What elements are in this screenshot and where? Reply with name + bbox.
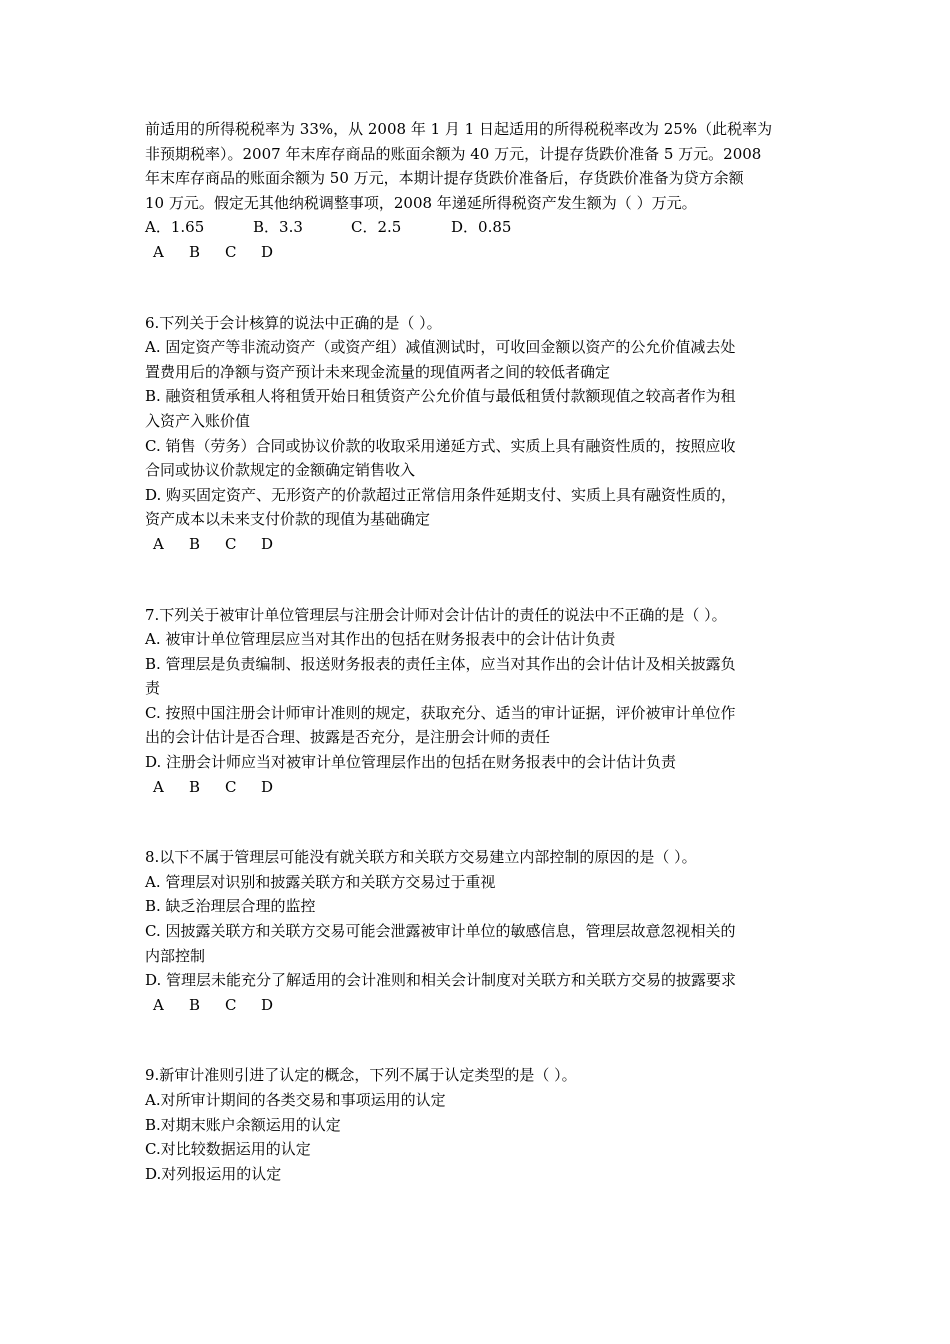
option-line: B. 缺乏治理层合理的监控 [145, 897, 316, 916]
question-stem: 6.下列关于会计核算的说法中正确的是（ ）。 [145, 313, 442, 332]
answer-choice-c[interactable]: C [225, 242, 237, 261]
option-line: A. 管理层对识别和披露关联方和关联方交易过于重视 [145, 872, 496, 891]
option-line: C.对比较数据运用的认定 [145, 1140, 311, 1159]
answer-choice-a[interactable]: A [153, 777, 164, 796]
option-line: 责 [145, 679, 161, 698]
answer-choice-b[interactable]: B [189, 995, 201, 1014]
option-b: B．3.3 [253, 218, 303, 237]
option-line: C. 因披露关联方和关联方交易可能会泄露被审计单位的敏感信息，管理层故意忽视相关的 [145, 922, 736, 941]
question-8 [145, 845, 810, 1017]
question-stem-line: 10 万元。假定无其他纳税调整事项，2008 年递延所得税资产发生额为（ ）万元。 [145, 193, 697, 212]
answer-choice-b[interactable]: B [189, 534, 201, 553]
option-line: D.对列报运用的认定 [145, 1164, 282, 1183]
answer-choice-b[interactable]: B [189, 777, 201, 796]
option-line: D. 注册会计师应当对被审计单位管理层作出的包括在财务报表中的会计估计负责 [145, 753, 677, 772]
answer-choices [145, 775, 810, 800]
option-line: D. 购买固定资产、无形资产的价款超过正常信用条件延期支付、实质上具有融资性质的， [145, 485, 737, 504]
question-options [145, 215, 810, 240]
option-line: A. 固定资产等非流动资产（或资产组）减值测试时，可收回金额以资产的公允价值减去处 [145, 338, 736, 357]
option-line: A. 被审计单位管理层应当对其作出的包括在财务报表中的会计估计负责 [145, 630, 616, 649]
option-line: C. 按照中国注册会计师审计准则的规定，获取充分、适当的审计证据，评价被审计单位作 [145, 703, 736, 722]
answer-choice-a[interactable]: A [153, 534, 164, 553]
question-spacer [145, 1017, 810, 1063]
answer-choices [145, 240, 810, 265]
answer-choice-d[interactable]: D [261, 995, 274, 1014]
question-stem: 9.新审计准则引进了认定的概念，下列不属于认定类型的是（ ）。 [145, 1066, 577, 1085]
option-c: C．2.5 [351, 218, 402, 237]
option-line: A.对所审计期间的各类交易和事项运用的认定 [145, 1091, 446, 1109]
answer-choice-d[interactable]: D [261, 534, 274, 553]
option-line: 资产成本以未来支付价款的现值为基础确定 [145, 510, 431, 529]
question-spacer [145, 799, 810, 845]
answer-choice-a[interactable]: A [153, 242, 164, 261]
option-line: 出的会计估计是否合理、披露是否充分，是注册会计师的责任 [145, 728, 551, 747]
question-spacer [145, 265, 810, 311]
option-d: D．0.85 [451, 218, 512, 237]
answer-choice-d[interactable]: D [261, 777, 274, 796]
document-content [145, 117, 810, 1186]
answer-choices [145, 532, 810, 557]
question-spacer [145, 557, 810, 603]
question-7 [145, 603, 810, 800]
question-stem: 7.下列关于被审计单位管理层与注册会计师对会计估计的责任的说法中不正确的是（ ）。 [145, 605, 727, 624]
answer-choice-c[interactable]: C [225, 995, 237, 1014]
question-stem: 8.以下不属于管理层可能没有就关联方和关联方交易建立内部控制的原因的是（ ）。 [145, 848, 697, 867]
answer-choice-d[interactable]: D [261, 242, 274, 261]
question-9 [145, 1063, 810, 1186]
option-line: B. 管理层是负责编制、报送财务报表的责任主体，应当对其作出的会计估计及相关披露负 [145, 654, 736, 673]
question-stem-line: 前适用的所得税税率为 33%，从 2008 年 1 月 1 日起适用的所得税税率改为 25%（此税率为 [145, 120, 773, 138]
option-line: D. 管理层未能充分了解适用的会计准则和相关会计制度对关联方和关联方交易的披露要求 [145, 971, 737, 990]
answer-choice-b[interactable]: B [189, 242, 201, 261]
answer-choice-c[interactable]: C [225, 534, 237, 553]
answer-choice-c[interactable]: C [225, 777, 237, 796]
question-stem-line: 非预期税率）。2007 年末库存商品的账面余额为 40 万元，计提存货跌价准备 5 万元。2008 [145, 144, 762, 163]
question-5 [145, 117, 810, 265]
option-line: C. 销售（劳务）合同或协议价款的收取采用递延方式、实质上具有融资性质的，按照应收 [145, 436, 736, 455]
answer-choices [145, 993, 810, 1018]
option-line: 置费用后的净额与资产预计未来现金流量的现值两者之间的较低者确定 [145, 362, 611, 381]
option-line: B.对期末账户余额运用的认定 [145, 1115, 341, 1134]
question-6 [145, 311, 810, 557]
option-line: B. 融资租赁承租人将租赁开始日租赁资产公允价值与最低租赁付款额现值之较高者作为租 [145, 387, 736, 406]
option-line: 内部控制 [145, 946, 206, 965]
answer-choice-a[interactable]: A [153, 995, 164, 1014]
option-line: 合同或协议价款规定的金额确定销售收入 [145, 461, 416, 480]
option-a: A．1.65 [145, 218, 205, 237]
option-line: 入资产入账价值 [145, 411, 251, 430]
question-stem-line: 年末库存商品的账面余额为 50 万元，本期计提存货跌价准备后，存货跌价准备为贷方余额 [145, 169, 744, 188]
